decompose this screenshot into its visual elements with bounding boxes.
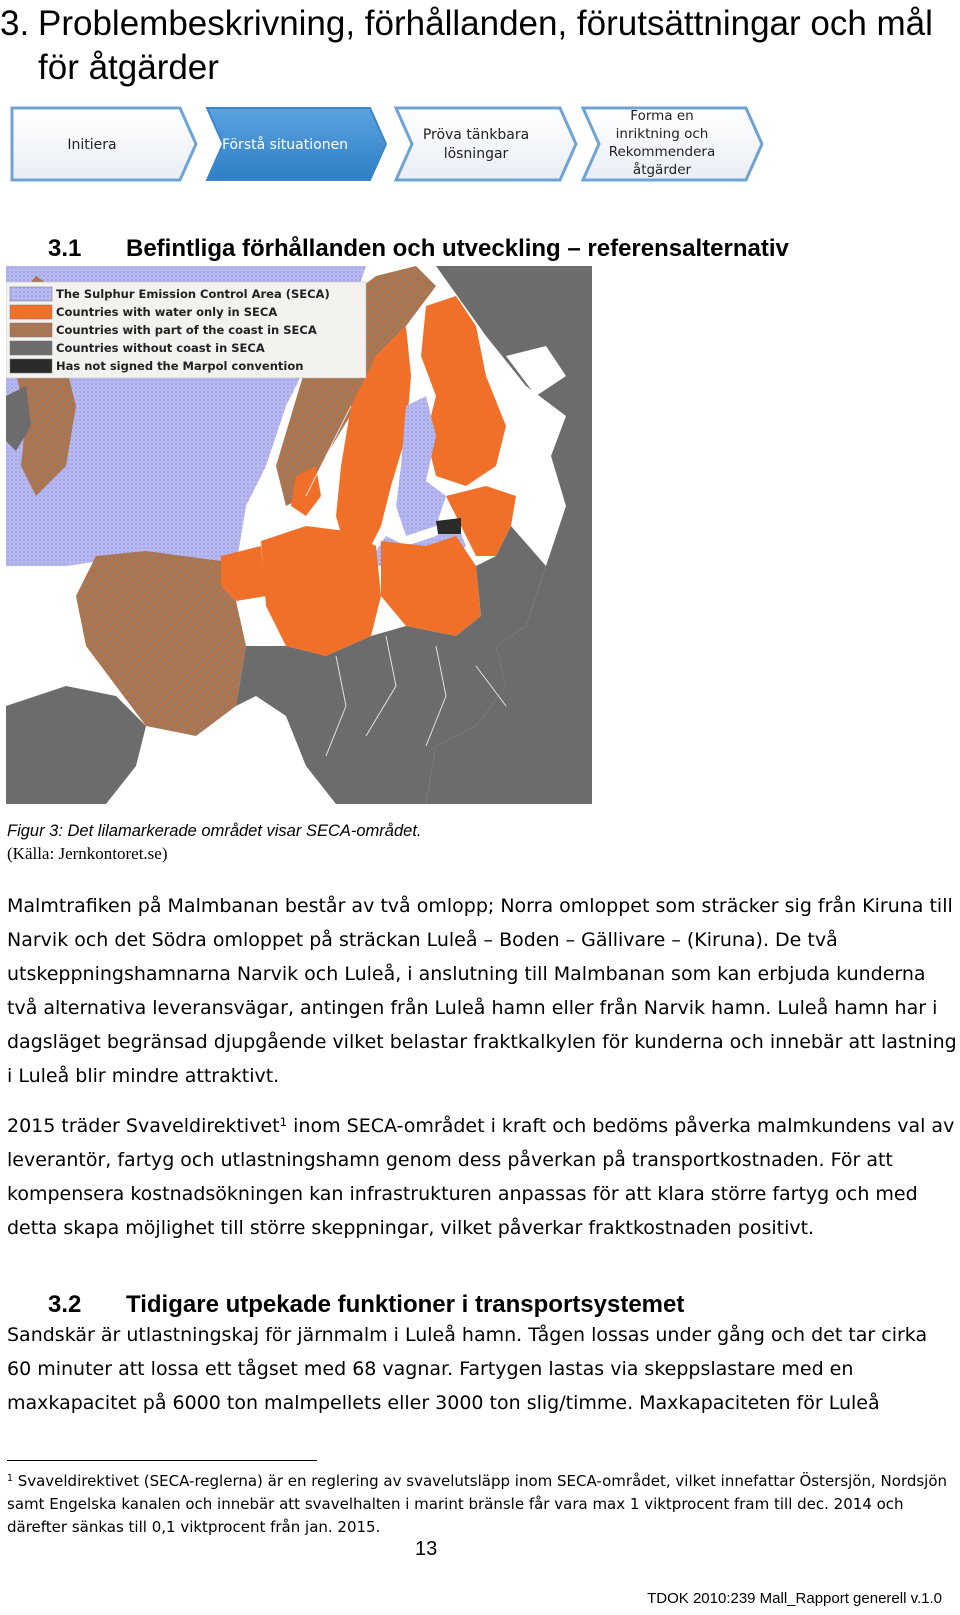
figure-source: (Källa: Jernkontoret.se)	[7, 844, 168, 863]
paragraph-1: Malmtrafiken på Malmbanan består av två omlopp; Norra omloppet som sträcker sig från Kiruna till Narvik och det Södra omloppet på sträckan Luleå – Boden – Gällivare – (Kiruna). De två utskeppningshamnarna Narvik och Luleå, i anslutning till Malmbanan som kan erbjuda kunderna två alternativa leveransvägar, antingen från Luleå hamn eller från Narvik hamn. Luleå hamn har i dagsläget begränsad djupgående vilket belastar fraktkalkylen för kunderna och innebär att lastning i Luleå blir mindre attraktivt.	[7, 895, 957, 1087]
section-heading-3-2	[48, 1290, 684, 1320]
process-step-2	[207, 108, 386, 180]
map-legend	[6, 282, 366, 378]
legend-item-part-coast	[10, 323, 317, 337]
paragraph-2: 2015 träder Svaveldirektivet$^1$ inom SECA-området i kraft och bedöms påverka malmkundens val av leverantör, fartyg och utlastningshamn genom dess påverkan på transportkostnaden. För att kompensera kostnadsökningen kan infrastrukturen anpassas för att klara större fartyg och med detta skapa möjlighet till större skeppningar, vilket påverkar fraktkostnaden positivt.	[7, 1114, 955, 1239]
svg-text:Rekommendera: Rekommendera	[608, 144, 716, 160]
seca-map	[6, 266, 592, 804]
process-step-1	[12, 108, 196, 180]
process-step-4	[583, 108, 762, 180]
svg-text:Has not signed the Marpol conv: Has not signed the Marpol convention	[56, 359, 304, 373]
chapter-title: Problembeskrivning, förhållanden, förutsättningar och mål för åtgärder	[38, 4, 933, 87]
section-heading-3-1	[48, 234, 789, 264]
figure-caption: Figur 3: Det lilamarkerade området visar SECA-området.	[7, 822, 422, 840]
footer-doc-id: TDOK 2010:239 Mall_Rapport generell v.1.0	[647, 1590, 942, 1607]
svg-text:åtgärder: åtgärder	[632, 162, 692, 178]
svg-text:Countries without coast in SEC: Countries without coast in SECA	[56, 341, 265, 355]
svg-text:Countries with water only in S: Countries with water only in SECA	[56, 305, 278, 319]
process-step-1-label: Initiera	[67, 137, 117, 153]
footnote-number: 1	[7, 1472, 13, 1484]
process-step-2-label: Förstå situationen	[221, 137, 349, 153]
section-number: 3.1	[48, 235, 82, 262]
legend-item-seca	[10, 287, 330, 301]
footnote-text: Svaveldirektivet (SECA-reglerna) är en reglering av svavelutsläpp inom SECA-området, vilket innefattar Östersjön, Nordsjön samt Engelska kanalen och innebär att svavelhalten i marint bränsle får vara max 1 viktprocent fram till dec. 2014 och därefter sänkas till 0,1 viktprocent från jan. 2015.	[7, 1472, 948, 1536]
chapter-heading	[0, 2, 938, 90]
footnote-separator	[7, 1460, 317, 1461]
svg-text:Forma en: Forma en	[630, 108, 694, 124]
svg-text:The Sulphur Emission Control A: The Sulphur Emission Control Area (SECA)	[56, 287, 330, 301]
legend-item-no-coast	[10, 341, 265, 355]
paragraph-3: Sandskär är utlastningskaj för järnmalm i Luleå hamn. Tågen lossas under gång och det tar cirka 60 minuter att lossa ett tågset med 68 vagnar. Fartygen lastas via skeppslastare med en maxkapacitet på 6000 ton malmpellets eller 3000 ton slig/timme. Maxkapaciteten för Luleå	[7, 1324, 928, 1414]
legend-item-water-only	[10, 305, 277, 319]
body-section-2	[7, 1318, 957, 1420]
process-step-3-label-2: lösningar	[443, 146, 509, 162]
section-title: Tidigare utpekade funktioner i transportsystemet	[126, 1291, 685, 1318]
process-steps	[0, 100, 800, 190]
page-number: 13	[415, 1538, 438, 1560]
svg-text:inriktning och: inriktning och	[615, 126, 709, 142]
body-section-1	[7, 889, 957, 1245]
process-step-3	[396, 108, 576, 180]
section-title: Befintliga förhållanden och utveckling – referensalternativ	[126, 235, 789, 262]
footnote-ref: 1	[279, 1114, 288, 1129]
chapter-number: 3.	[0, 4, 30, 43]
process-step-3-label-1: Pröva tänkbara	[422, 127, 530, 143]
section-number: 3.2	[48, 1291, 82, 1318]
footnote	[7, 1470, 952, 1539]
svg-text:Countries with part of the coa: Countries with part of the coast in SECA	[56, 323, 317, 337]
